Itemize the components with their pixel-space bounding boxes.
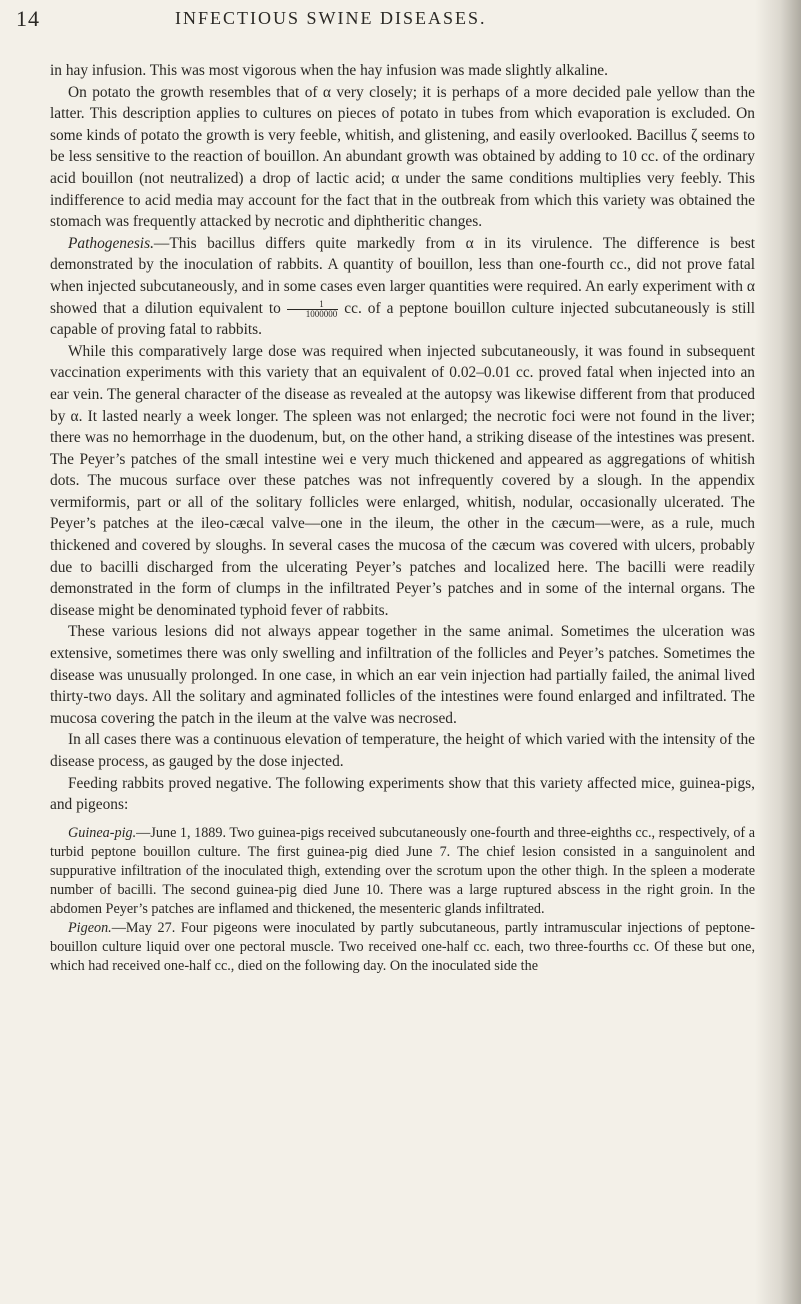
fraction-denominator: 1000000 — [305, 308, 338, 319]
paragraph-pathogenesis — [50, 233, 755, 341]
guinea-pig-heading: Guinea-pig. — [68, 824, 137, 841]
pathogenesis-text-b: cc. of a peptone bouillon culture injected subcutaneously is still capable of proving fatal to rabbits. — [50, 299, 755, 339]
experiments-block — [50, 824, 755, 977]
paragraph-feeding: Feeding rabbits proved negative. The following experiments show that this variety affected mice, guinea-pigs, and pigeons: — [50, 774, 755, 814]
pathogenesis-heading: Pathogenesis. — [68, 234, 154, 252]
page-edge-shadow — [755, 0, 801, 1304]
paragraph-lesions: These various lesions did not always appear together in the same animal. Sometimes the ulceration was extensive, sometimes there was only swelling and infiltration of the follicles and Peyer’s patches. Sometimes the disease was unusually prolonged. In one case, in which an ear vein injection had partially failed, the animal lived thirty-two days. All the solitary and agminated follicles of the intestines were found enlarged and infiltrated. The mucosa covering the patch in the ileum at the valve was necrosed. — [50, 623, 755, 727]
pigeon-text: —May 27. Four pigeons were inoculated by partly subcutaneous, partly intramuscular injections of peptone-bouillon culture liquid over one pectoral muscle. Two received one-half cc. each, two three-fourths cc. Of these but one, which had received one-half cc., died on the following day. On the inoculated side the — [50, 920, 755, 975]
guinea-pig-text: —June 1, 1889. Two guinea-pigs received subcutaneously one-fourth and three-eighths cc., respectively, of a turbid peptone bouillon culture. The first guinea-pig died June 7. The chief lesion consisted in a sanguinolent and suppurative infiltration of the inoculated thigh, extending over the scrotum upon the other thigh. In the spleen a moderate number of bacilli. The second guinea-pig died June 10. There was a large ruptured abscess in the right groin. In the abdomen Peyer’s patches are inflamed and thickened, the mesenteric glands infiltrated. — [50, 824, 755, 918]
pathogenesis-text-a: —This bacillus differs quite markedly from α in its virulence. The difference is best demonstrated by the inoculation of rabbits. A quantity of bouillon, less than one-fourth cc., did not prove fatal when injected subcutaneously, and in some cases even larger quantities were required. An early experiment with α showed that a dilution equivalent to — [50, 234, 755, 317]
paragraph-temperature: In all cases there was a continuous elevation of temperature, the height of which varied with the intensity of the disease process, as gauged by the dose injected. — [50, 731, 755, 770]
page-number: 14 — [16, 6, 40, 31]
paragraph-guinea-pig — [50, 824, 755, 919]
pigeon-heading: Pigeon. — [68, 920, 112, 937]
body-text — [50, 60, 755, 977]
running-title: INFECTIOUS SWINE DISEASES. — [175, 8, 487, 28]
paragraph-hay-infusion: in hay infusion. This was most vigorous when the hay infusion was made slightly alkaline. — [50, 62, 608, 79]
running-head — [0, 6, 801, 36]
paragraph-pigeon — [50, 919, 755, 976]
paragraph-autopsy: While this comparatively large dose was required when injected subcutaneously, it was found in subsequent vaccination experiments with this variety that an equivalent of 0.02–0.01 cc. proved fatal when injected into an ear vein. The general character of the disease as revealed at the autopsy was likewise different from that produced by α. It lasted nearly a week longer. The spleen was not enlarged; the necrotic foci were not found in the liver; there was no hemorrhage in the duodenum, but, on the other hand, a striking disease of the intestines was present. The Peyer’s patches of the small intestine wei e very much thickened and appeared as aggregations of whitish dots. The mucous surface over these patches was not infrequently covered by a slough. In the appendix vermiformis, part or all of the solitary follicles were enlarged, whitish, nodular, occasionally ulcerated. The Peyer’s patches at the ileo-cæcal valve—one in the ileum, the other in the cæcum—were, as a rule, much thickened and covered by sloughs. In several cases the mucosa of the cæcum was covered with ulcers, probably due to bacilli discharged from the ulcerating Peyer’s patches and localized here. The bacilli were readily demonstrated in the form of clumps in the infiltrated Peyer’s patches and in some of the internal organs. The disease might be denominated typhoid fever of rabbits. — [50, 342, 755, 619]
paragraph-potato-growth: On potato the growth resembles that of α very closely; it is perhaps of a more decided pale yellow than the latter. This description applies to cultures on pieces of potato in tubes from which evaporation is excluded. On some kinds of potato the growth is very feeble, whitish, and glistening, and easily overlooked. Bacillus ζ seems to be less sensitive to the reaction of bouillon. An abundant growth was obtained by adding to 10 cc. of the ordinary acid bouillon (not neutralized) a drop of lactic acid; α under the same conditions multiplies very feebly. This indifference to acid media may account for the fact that in the outbreak from which this variety was obtained the stomach was frequently attacked by necrotic and diphtheritic changes. — [50, 83, 755, 231]
dilution-fraction — [287, 300, 339, 319]
fraction-numerator: 1 — [287, 300, 339, 310]
